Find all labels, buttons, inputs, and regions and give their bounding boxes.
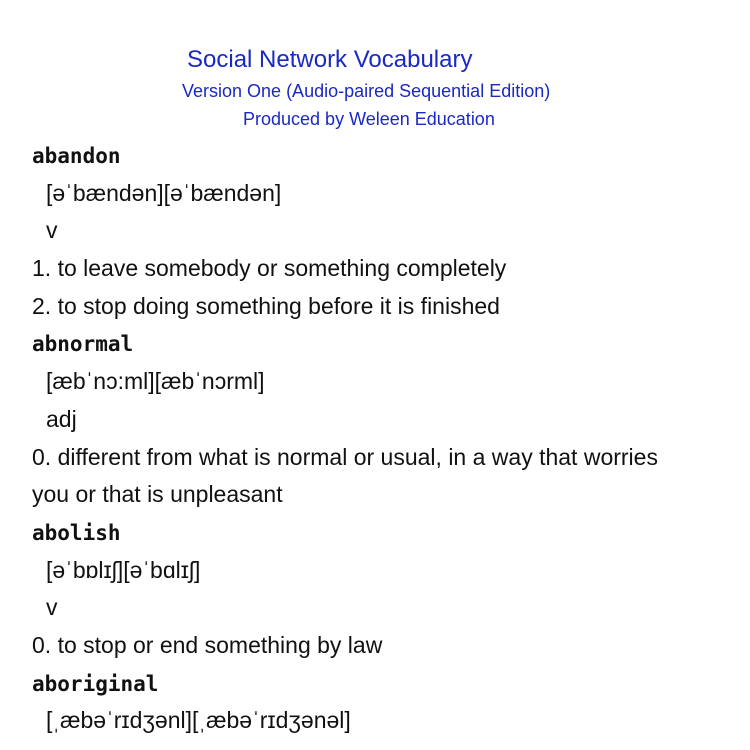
entry-definition-continued: you or that is unpleasant (32, 481, 283, 508)
entry-phonetic: [æbˈnɔ:ml][æbˈnɔrml] (46, 368, 265, 395)
entry-definition: 1. to leave somebody or something completely (32, 255, 507, 282)
headword: abandon (32, 144, 121, 168)
entry-phonetic: [ˌæbəˈrɪdʒənl][ˌæbəˈrɪdʒənəl] (46, 707, 351, 734)
entry-definition: 2. to stop doing something before it is finished (32, 292, 500, 319)
edition-subtitle: Version One (Audio-paired Sequential Edition) (182, 81, 551, 101)
entry-phonetic: [əˈbændən][əˈbændən] (46, 179, 282, 206)
entry-phonetic: [əˈbɒlɪʃ][əˈbɑlɪʃ] (46, 556, 201, 583)
producer-line: Produced by Weleen Education (243, 109, 495, 129)
document-title: Social Network Vocabulary (187, 46, 473, 73)
entry-definition: 0. to stop or end something by law (32, 631, 383, 658)
document-header (0, 0, 750, 140)
entry-word (32, 665, 732, 703)
entry-part-of-speech: v (46, 594, 58, 621)
vocabulary-list (32, 137, 732, 740)
entry-word (32, 325, 732, 363)
entry-part-of-speech: adj (46, 405, 77, 432)
entry-definition: 0. different from what is normal or usual, in a way that worries (32, 443, 658, 470)
entry-part-of-speech: v (46, 217, 58, 244)
headword: abolish (32, 520, 121, 545)
entry-word (32, 514, 732, 552)
headword: aboriginal (32, 671, 159, 696)
headword: abnormal (32, 332, 134, 357)
entry-word (32, 137, 732, 175)
